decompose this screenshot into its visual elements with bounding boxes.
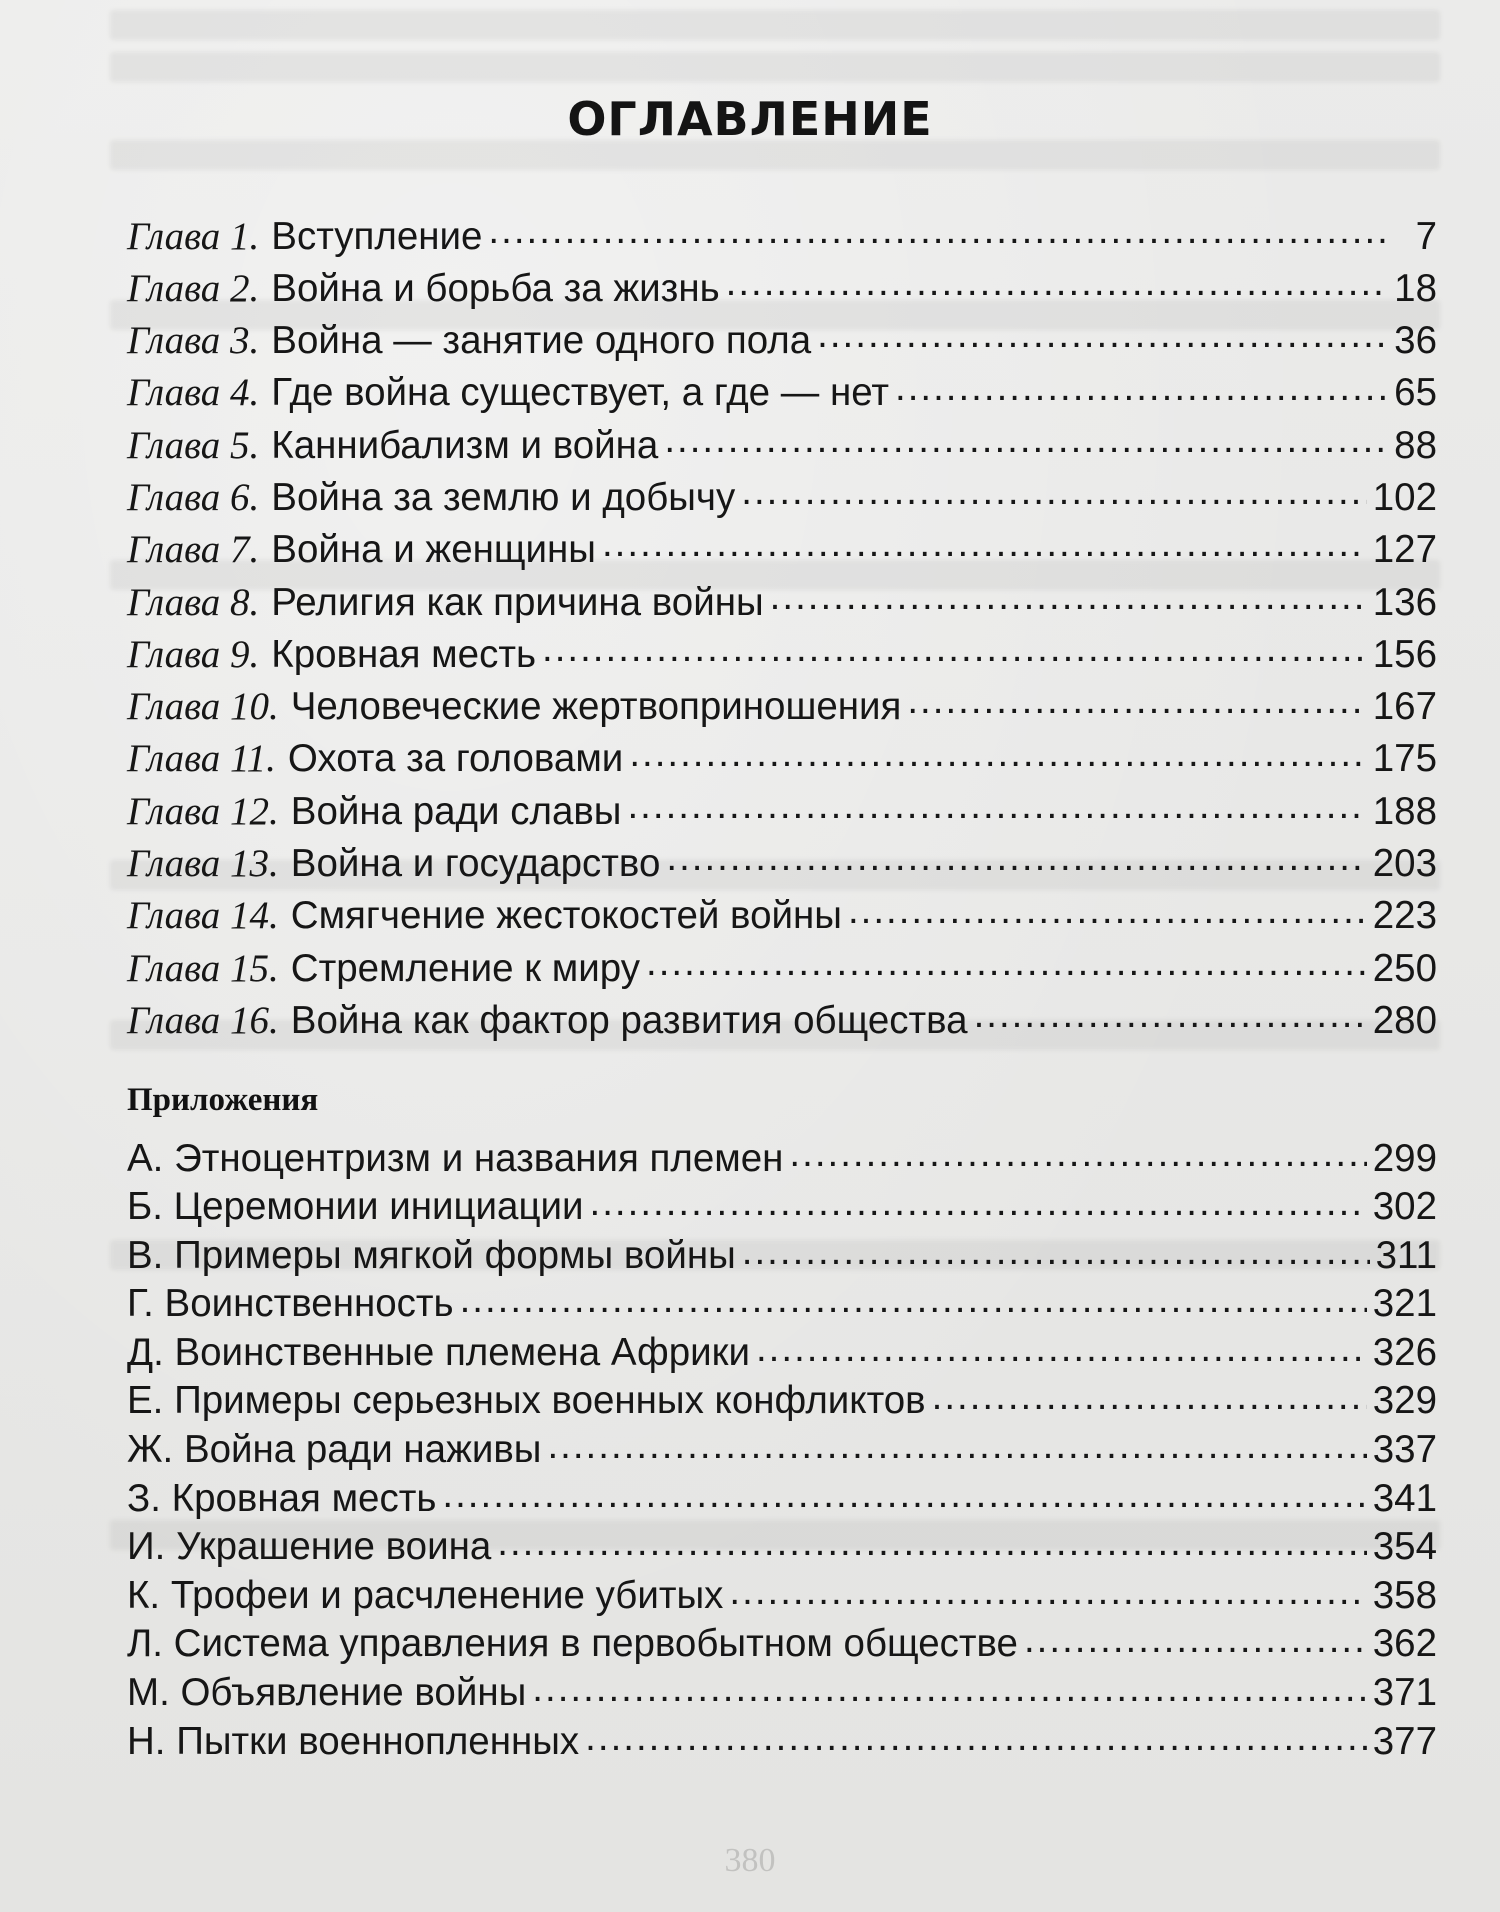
appendix-title: Л. Система управления в первобытном обществе: [127, 1622, 1018, 1666]
chapter-page-number: 65: [1394, 371, 1437, 415]
toc-entry: [127, 1618, 1437, 1667]
chapter-title: Вступление: [271, 214, 483, 258]
toc-entry: [127, 419, 1437, 471]
appendix-title: Н. Пытки военнопленных: [127, 1719, 580, 1763]
toc-entry: [127, 890, 1437, 942]
chapter-title: Война и государство: [290, 842, 661, 886]
toc-entry: [127, 1424, 1437, 1473]
dot-leader: [726, 262, 1389, 301]
chapter-page-number: 250: [1372, 946, 1437, 990]
toc-entry: [127, 1278, 1437, 1327]
appendix-heading: Приложения: [127, 1082, 319, 1118]
chapter-page-number: 167: [1372, 685, 1437, 729]
dot-leader: [532, 1667, 1366, 1706]
appendix-title: В. Примеры мягкой формы войны: [127, 1233, 736, 1277]
appendix-page-number: 329: [1372, 1379, 1437, 1423]
chapter-label: Глава 10.: [127, 685, 279, 729]
dot-leader: [848, 890, 1367, 929]
chapter-page-number: 102: [1372, 475, 1437, 519]
appendix-page-number: 377: [1372, 1719, 1437, 1763]
page-number: 380: [724, 1842, 776, 1879]
appendix-page-number: 371: [1372, 1671, 1437, 1715]
toc-entry: [127, 1375, 1437, 1424]
chapter-page-number: 156: [1372, 632, 1437, 676]
appendix-page-number: 358: [1372, 1573, 1437, 1617]
dot-leader: [664, 419, 1388, 458]
show-through-line: [110, 10, 1440, 40]
dot-leader: [602, 524, 1367, 563]
show-through-line: [110, 52, 1440, 82]
dot-leader: [756, 1326, 1367, 1365]
toc-entry: [127, 471, 1437, 523]
dot-leader: [542, 628, 1367, 667]
appendix-title: К. Трофеи и расчленение убитых: [127, 1573, 724, 1617]
dot-leader: [646, 942, 1367, 981]
toc-entry: [127, 576, 1437, 628]
chapter-title: Война как фактор развития общества: [290, 998, 968, 1042]
chapter-label: Глава 11.: [127, 737, 276, 781]
chapter-page-number: 36: [1394, 319, 1437, 363]
chapter-label: Глава 7.: [127, 528, 260, 572]
chapter-title: Война ради славы: [290, 789, 622, 833]
dot-leader: [1024, 1618, 1367, 1657]
toc-entry: [127, 942, 1437, 994]
chapter-label: Глава 9.: [127, 632, 260, 676]
chapter-title: Где война существует, а где — нет: [271, 371, 889, 415]
appendix-page-number: 337: [1372, 1428, 1437, 1472]
appendix-page-number: 341: [1372, 1476, 1437, 1520]
appendix-page-number: 354: [1372, 1525, 1437, 1569]
appendix-title: З. Кровная месть: [127, 1476, 437, 1520]
toc-entry: [127, 524, 1437, 576]
dot-leader: [547, 1424, 1366, 1463]
dot-leader: [666, 838, 1366, 877]
page-title: ОГЛАВЛЕНИЕ: [567, 92, 933, 146]
chapter-page-number: 188: [1372, 789, 1437, 833]
chapter-title: Кровная месть: [271, 632, 537, 676]
appendix-title: Е. Примеры серьезных военных конфликтов: [127, 1379, 926, 1423]
dot-leader: [590, 1181, 1367, 1220]
appendix-page-number: 321: [1372, 1282, 1437, 1326]
chapter-page-number: 223: [1372, 894, 1437, 938]
toc-entry: [127, 1569, 1437, 1618]
dot-leader: [629, 733, 1366, 772]
chapter-page-number: 88: [1394, 423, 1437, 467]
chapter-label: Глава 14.: [127, 894, 279, 938]
dot-leader: [497, 1521, 1367, 1560]
dot-leader: [585, 1715, 1367, 1754]
appendix-title: И. Украшение воина: [127, 1525, 492, 1569]
chapter-title: Война и борьба за жизнь: [271, 266, 720, 310]
chapter-title: Война и женщины: [271, 528, 596, 572]
appendix-page-number: 326: [1372, 1330, 1437, 1374]
chapter-page-number: 7: [1415, 214, 1437, 258]
dot-leader: [742, 1229, 1370, 1268]
chapter-title: Каннибализм и война: [271, 423, 659, 467]
dot-leader: [932, 1375, 1367, 1414]
chapter-label: Глава 2.: [127, 266, 260, 310]
dot-leader: [460, 1278, 1367, 1317]
dot-leader: [974, 994, 1367, 1033]
chapter-label: Глава 5.: [127, 423, 260, 467]
toc-entry: [127, 1326, 1437, 1375]
chapter-title: Человеческие жертвоприношения: [290, 685, 902, 729]
chapter-page-number: 175: [1372, 737, 1437, 781]
appendix-title: А. Этноцентризм и названия племен: [127, 1136, 784, 1180]
chapter-title: Религия как причина войны: [271, 580, 764, 624]
chapter-page-number: 136: [1372, 580, 1437, 624]
dot-leader: [770, 576, 1367, 615]
appendix-title: Ж. Война ради наживы: [127, 1428, 542, 1472]
chapter-page-number: 18: [1394, 266, 1437, 310]
toc-entry: [127, 1521, 1437, 1570]
dot-leader: [789, 1132, 1366, 1171]
dot-leader: [627, 785, 1366, 824]
dot-leader: [729, 1569, 1366, 1608]
chapter-label: Глава 16.: [127, 998, 279, 1042]
toc-entry: [127, 367, 1437, 419]
dot-leader: [488, 210, 1391, 249]
appendix-list: [127, 1132, 1437, 1764]
toc-entry: [127, 838, 1437, 890]
toc-entry: [127, 681, 1437, 733]
toc-entry: [127, 733, 1437, 785]
chapter-title: Стремление к миру: [290, 946, 640, 990]
toc-entry: [127, 1667, 1437, 1716]
chapter-label: Глава 6.: [127, 475, 260, 519]
appendix-page-number: 302: [1372, 1185, 1437, 1229]
chapter-title: Война — занятие одного пола: [271, 319, 812, 363]
chapter-title: Охота за головами: [287, 737, 624, 781]
toc-entry: [127, 1229, 1437, 1278]
appendix-page-number: 311: [1375, 1233, 1437, 1277]
chapter-label: Глава 1.: [127, 214, 260, 258]
dot-leader: [817, 315, 1388, 354]
appendix-title: Б. Церемонии инициации: [127, 1185, 584, 1229]
toc-entry: [127, 994, 1437, 1046]
toc-entry: [127, 1715, 1437, 1764]
dot-leader: [442, 1472, 1366, 1511]
dot-leader: [907, 681, 1366, 720]
chapter-title: Смягчение жестокостей войны: [290, 894, 842, 938]
chapter-page-number: 203: [1372, 842, 1437, 886]
appendix-title: Г. Воинственность: [127, 1282, 454, 1326]
appendix-title: Д. Воинственные племена Африки: [127, 1330, 750, 1374]
toc-entry: [127, 262, 1437, 314]
chapter-label: Глава 3.: [127, 319, 260, 363]
chapter-label: Глава 4.: [127, 371, 260, 415]
appendix-page-number: 362: [1372, 1622, 1437, 1666]
toc-entry: [127, 1181, 1437, 1230]
toc-entry: [127, 628, 1437, 680]
appendix-title: М. Объявление войны: [127, 1671, 527, 1715]
chapter-title: Война за землю и добычу: [271, 475, 736, 519]
chapter-label: Глава 15.: [127, 946, 279, 990]
toc-entry: [127, 1132, 1437, 1181]
dot-leader: [895, 367, 1388, 406]
chapter-page-number: 127: [1372, 528, 1437, 572]
chapter-label: Глава 8.: [127, 580, 260, 624]
chapter-list: [127, 210, 1437, 1047]
appendix-page-number: 299: [1372, 1136, 1437, 1180]
toc-entry: [127, 785, 1437, 837]
chapter-label: Глава 12.: [127, 789, 279, 833]
dot-leader: [741, 471, 1367, 510]
chapter-label: Глава 13.: [127, 842, 279, 886]
chapter-page-number: 280: [1372, 998, 1437, 1042]
toc-entry: [127, 210, 1437, 262]
toc-entry: [127, 1472, 1437, 1521]
toc-entry: [127, 315, 1437, 367]
